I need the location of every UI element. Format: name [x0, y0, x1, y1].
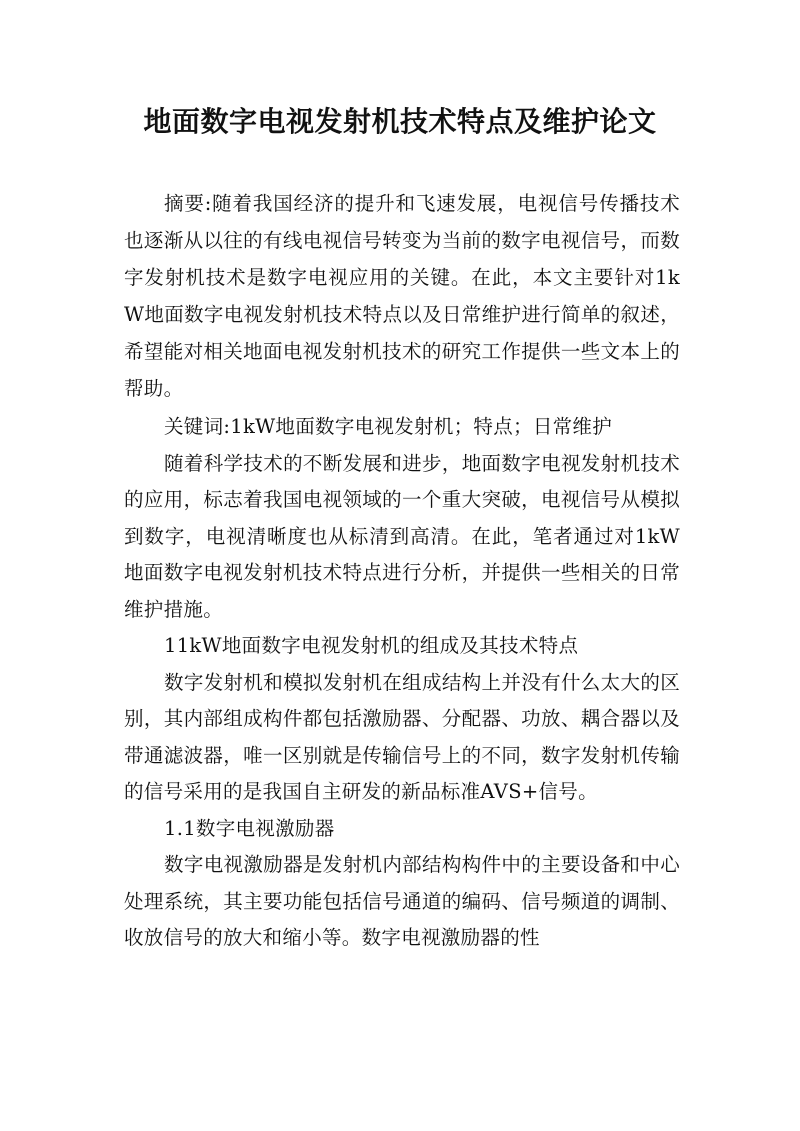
section-1-1-paragraph: 数字电视激励器是发射机内部结构构件中的主要设备和中心处理系统，其主要功能包括信号通道的编码、信号频道的调制、收放信号的放大和缩小等。数字电视激励器的性	[124, 853, 680, 949]
document-body	[124, 185, 680, 957]
section-heading-1-1: 1.1数字电视激励器	[164, 816, 335, 840]
intro-paragraph: 随着科学技术的不断发展和进步，地面数字电视发射机技术的应用，标志着我国电视领域的一个重大突破，电视信号从模拟到数字，电视清晰度也从标清到高清。在此，笔者通过对1kW地面数字电视发射机技术特点进行分析，并提供一些相关的日常维护措施。	[124, 451, 680, 621]
section-heading-1: 11kW地面数字电视发射机的组成及其技术特点	[164, 634, 579, 657]
keywords-paragraph: 关键词:1kW地面数字电视发射机；特点；日常维护	[164, 415, 613, 438]
abstract-paragraph: 摘要:随着我国经济的提升和飞速发展，电视信号传播技术也逐渐从以往的有线电视信号转变为当前的数字电视信号，而数字发射机技术是数字电视应用的关键。在此，本文主要针对1kW地面数字电视发射机技术特点以及日常维护进行简单的叙述，希望能对相关地面电视发射机技术的研究工作提供一些文本上的帮助。	[124, 192, 680, 400]
section-1-paragraph: 数字发射机和模拟发射机在组成结构上并没有什么太大的区别，其内部组成构件都包括激励器、分配器、功放、耦合器以及带通滤波器，唯一区别就是传输信号上的不同，数字发射机传输的信号采用的是我国自主研发的新品标准AVS+信号。	[124, 670, 680, 803]
document-title: 地面数字电视发射机技术特点及维护论文	[143, 105, 657, 138]
